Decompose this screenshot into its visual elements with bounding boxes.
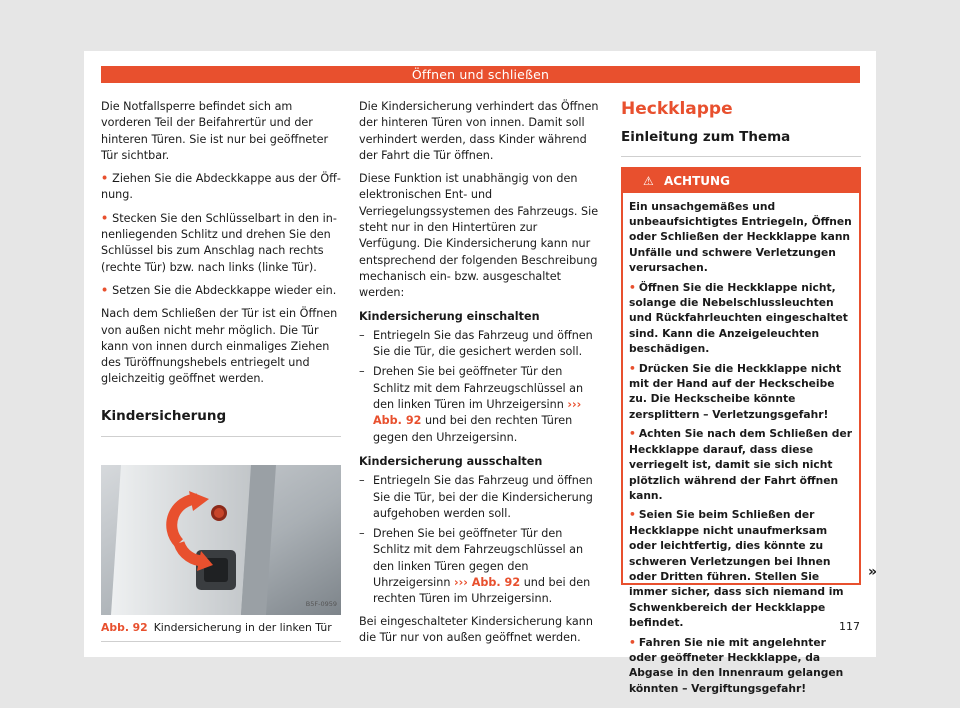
section-heading: Kindersicherung: [101, 408, 341, 437]
warning-header: ⚠ ACHTUNG: [623, 169, 859, 193]
figure-caption: Abb. 92 Kindersicherung in der linken Tür: [101, 621, 332, 635]
warning-bullet: • Öffnen Sie die Heckklappe nicht, solange die Nebelschlussleuchten und Rückfahrleuchten eingeschaltet sind. Kann die Anzeigeleuchten beschädigen.: [629, 280, 848, 356]
bullet-icon: •: [629, 508, 636, 522]
section-subtitle: Einleitung zum Thema: [621, 129, 861, 156]
paragraph: Bei eingeschalteter Kindersicherung kann die Tür nur von außen geöffnet werden.: [359, 614, 593, 644]
step-item: – Drehen Sie bei geöffneter Tür den Schlitz mit dem Fahrzeugschlüssel an den linken Türen im Uhrzeigersinn ››› Abb. 92 und bei den rechten Türen gegen den Uhrzeigersinn.: [359, 364, 599, 445]
section-title: Heckklappe: [621, 99, 733, 119]
warning-bullet: • Achten Sie nach dem Schließen der Heckklappe darauf, dass diese verriegelt ist, damit sie sich nicht plötzlich während der Fahrt öffnen kann.: [629, 427, 852, 502]
bullet-item: • Ziehen Sie die Abdeckkappe aus der Öffnung.: [101, 172, 341, 202]
paragraph: Diese Funktion ist unabhängig von den elektronischen Ent- und Verriegelungssystemen des Fahrzeugs. Sie steht nur in den Hintertüren zur Verfügung. Die Kindersicherung kann nur entsprechend der folgenden Beschreibung mechanisch ein- bzw. ausgeschaltet werden:: [359, 172, 599, 300]
page-number: 117: [839, 620, 860, 633]
figure-reference-link[interactable]: ››› Abb. 92: [373, 398, 582, 428]
bullet-icon: •: [629, 427, 636, 441]
manual-page: [84, 51, 877, 695]
bullet-icon: •: [629, 361, 636, 375]
paragraph: Nach dem Schließen der Tür ist ein Öffnen von außen nicht mehr möglich. Die Tür kann von innen durch einmaliges Ziehen des Türöffnungshebels entriegelt und gleichzeitig geöffnet werden.: [101, 307, 338, 386]
bullet-icon: •: [101, 211, 109, 225]
bullet-icon: •: [629, 635, 636, 649]
continuation-icon: »: [867, 564, 877, 581]
figure: [101, 465, 341, 642]
bullet-icon: •: [101, 283, 109, 297]
warning-intro: Ein unsachgemäßes und unbeaufsichtigtes Entriegeln, Öffnen oder Schließen der Heckklappe kann Unfälle und schwere Verletzungen verursachen.: [629, 199, 852, 275]
step-item: – Entriegeln Sie das Fahrzeug und öffnen Sie die Tür, bei der die Kindersicherung aufgehoben werden soll.: [359, 473, 599, 522]
column-middle: [359, 99, 599, 653]
figure-reference-link[interactable]: ››› Abb. 92: [454, 576, 521, 590]
warning-bullet: • Fahren Sie nie mit angelehnter oder geöffneter Heckklappe, da Abgase in den Innenraum gelangen könnten – Vergiftungsgefahr!: [629, 635, 844, 695]
subheading: Kindersicherung ausschalten: [359, 454, 543, 468]
chapter-header: Öffnen und schließen: [101, 66, 860, 83]
paragraph: Die Notfallsperre befindet sich am vorderen Teil der Beifahrertür und der hinteren Türen. Sie ist nur bei geöffneter Tür sichtbar.: [101, 100, 329, 162]
child-lock-illustration: [101, 465, 341, 615]
step-item: – Entriegeln Sie das Fahrzeug und öffnen Sie die Tür, die gesichert werden soll.: [359, 328, 599, 361]
warning-triangle-icon: ⚠: [643, 173, 654, 188]
warning-body: [623, 193, 859, 697]
bullet-icon: •: [629, 280, 636, 294]
bullet-item: • Stecken Sie den Schlüsselbart in den innenliegenden Schlitz und drehen Sie den Schlüssel bis zum Anschlag nach rechts (rechte Tür) bzw. nach links (linke Tür).: [101, 211, 337, 274]
step-item: – Drehen Sie bei geöffneter Tür den Schlitz mit dem Fahrzeugschlüssel an den linken Türen gegen den Uhrzeigersinn ››› Abb. 92 und bei den rechten Türen im Uhrzeigersinn.: [359, 526, 599, 607]
bullet-icon: •: [101, 172, 109, 186]
column-left: [101, 99, 341, 642]
subheading: Kindersicherung einschalten: [359, 309, 540, 323]
paragraph: Die Kindersicherung verhindert das Öffnen der hinteren Türen von innen. Damit soll verhindert werden, dass Kinder während der Fahrt die Tür öffnen.: [359, 100, 599, 162]
figure-code: B5F-0959: [305, 599, 337, 608]
bullet-item: • Setzen Sie die Abdeckkappe wieder ein.: [101, 283, 337, 297]
warning-bullet: • Drücken Sie die Heckklappe nicht mit der Hand auf der Heckscheibe zu. Die Heckscheibe könnte zersplittern – Verletzungsgefahr!: [629, 361, 842, 421]
door-lock-photo: [101, 465, 341, 615]
warning-bullet: • Seien Sie beim Schließen der Heckklappe nicht unaufmerksam oder leichtfertig, dies könnte zu schweren Verletzungen bei Ihnen oder Dritten führen. Stellen Sie immer sicher, dass sich niemand im Schwenkbereich der Heckklappe befindet.: [629, 508, 844, 630]
